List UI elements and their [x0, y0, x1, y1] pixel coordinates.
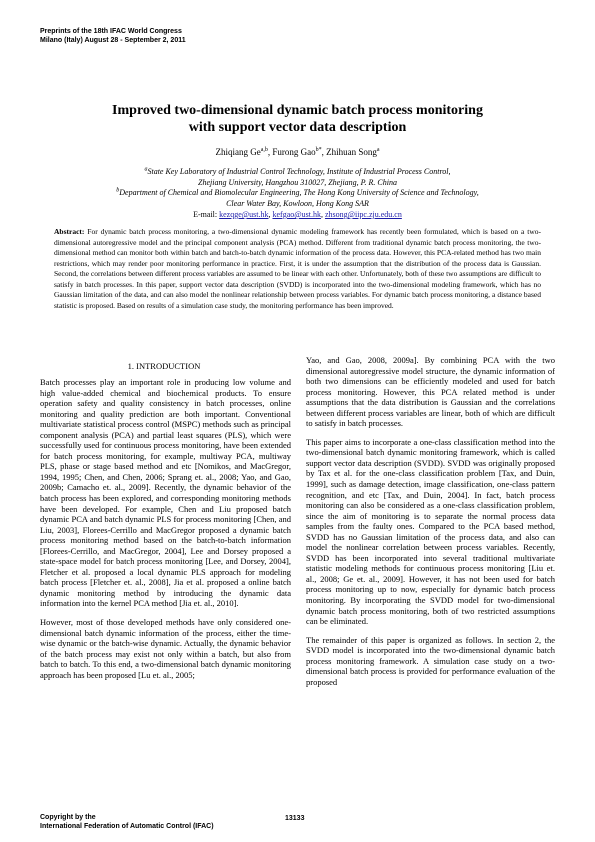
abstract-label: Abstract: [54, 227, 85, 236]
author-list [40, 147, 555, 157]
left-column [40, 377, 291, 688]
email-sep: , [320, 210, 325, 219]
intro-paragraph-2: However, most of those developed methods have only considered one-dimensional batch dynamic information of the process, either the time-wise dynamic or the batch-wise dynamic. Actually, the dynamic behavior of the batch process may exist not only within a batch, but also from batch to batch. To this end, a two-dimensional batch dynamic monitoring approach has been proposed [Lu et. al., 2005; [40, 617, 291, 680]
author-2-affil: b* [315, 147, 322, 153]
author-sep: , [267, 147, 273, 157]
conference-location-date: Milano (Italy) August 28 - September 2, 2011 [40, 37, 186, 44]
abstract-text: For dynamic batch process monitoring, a two-dimensional dynamic modeling framework has recently been formulated, which is based on a two-dimensional autoregressive model and the principal component analysis (PCA) method. Different from traditional dynamic batch process monitoring, the two-dimensional method can monitor both within batch and batch-to-batch dynamic information of the process data. However, this PCA-related method has two main restrictions, which may render poor monitoring performance in practice. First, it is under the assumption that the distribution of the process data is Gaussian. Second, the correlations between different process variables are assumed to be linear with each other. Unfortunately, both of these two assumptions are difficult to satisfy in batch processes. In this paper, support vector data description (SVDD) is incorporated into the two-dimensional modeling framework, which has no Gaussian limitation of the data, and can also model the nonlinear relationship between process variables. For dynamic batch process monitoring, a distance based statistic is proposed. Based on results of a simulation case study, the monitoring performance has been improved. [54, 227, 541, 310]
author-sep: , [321, 147, 327, 157]
affiliation-a-line-2: Zhejiang University, Hangzhou 310027, Zhejiang, P. R. China [198, 177, 397, 187]
copyright-line-1: Copyright by the [40, 814, 96, 821]
email-link-1[interactable]: kezqge@ust.hk [219, 210, 269, 219]
affiliation-b-line-1 [40, 188, 555, 199]
title-line-1: Improved two-dimensional dynamic batch process monitoring [112, 103, 483, 118]
copyright-notice [40, 813, 214, 831]
page-number: 13133 [285, 815, 305, 822]
paper-title [40, 102, 555, 136]
author-2: Furong Gao [272, 147, 316, 157]
author-emails [40, 210, 555, 219]
affiliation-b-mark: b [116, 187, 120, 194]
affiliations [40, 167, 555, 209]
affiliation-a-text: State Key Laboratory of Industrial Control Technology, Institute of Industrial Process Control, [147, 167, 451, 176]
author-3: Zhihuan Song [326, 147, 377, 157]
page-header [40, 27, 186, 45]
author-1-affil: a,b [260, 147, 268, 153]
right-column [306, 355, 555, 695]
conference-name: Preprints of the 18th IFAC World Congress [40, 28, 182, 35]
title-line-2: with support vector data description [188, 120, 407, 135]
affiliation-a-line-1 [40, 167, 555, 178]
intro-paragraph-3: Yao, and Gao, 2008, 2009a]. By combining PCA with the two dimensional autoregressive model structure, the dynamic information of both two dimensions can be efficiently modeled and used for batch process monitoring. However, this PCA related method is under assumptions that the data distribution is Gaussian and the correlations between different process variables are linear, both of which are difficult to satisfy in batch processes. [306, 355, 555, 429]
author-1: Zhiqiang Ge [215, 147, 261, 157]
email-link-3[interactable]: zhsong@iipc.zju.edu.cn [324, 210, 402, 219]
intro-paragraph-1: Batch processes play an important role in producing low volume and high value-added chemical and biochemical products. To ensure operation safety and quality consistency in batch processes, online monitoring and quality prediction are both important. Conventional multivariate statistical process control (MSPC) methods such as principal component analysis (PCA) and partial least squares (PLS), which were successfully used for continuous process monitoring, have been extended for batch process monitoring, for example, multiway PCA, multiway PLS, phase or stage based method and etc [Nomikos, and MacGregor, 1994, 1995; Chen, and Chen, 2006; Sprang et. al., 2008; Yao, and Gao, 2009b; Camacho et. al., 2009]. Recently, the dynamic behavior of the batch process has been explored, and corresponding monitoring methods have been developed. For example, Chen and Liu proposed batch dynamic PCA and batch dynamic PLS for process monitoring [Chen, and Liu, 2003], Florees-Cerrillo and MacGregor proposed a dynamic batch process monitoring method based on the batch-to-batch information [Florees-Cerrillo, and MacGregor, 2004], Lee and Dorsey proposed a state-space model for batch process monitoring [Lee, and Dorsey, 2004], Fletcher et al. proposed a local dynamic PLS approach for modeling batch process [Fletcher et. al., 2008], Jia et al. proposed a online batch dynamic monitoring method by introducing the dynamic data information into the kernel PCA method [Jia et. al., 2010]. [40, 377, 291, 609]
email-label: E-mail: [193, 210, 220, 219]
email-link-2[interactable]: kefgao@ust.hk [272, 210, 321, 219]
affiliation-a-mark: a [144, 166, 148, 173]
abstract [54, 227, 541, 311]
author-3-affil: a [376, 147, 380, 153]
email-sep: , [268, 210, 273, 219]
affiliation-b-text: Department of Chemical and Biomolecular Engineering, The Hong Kong University of Science and Technology, [119, 188, 479, 198]
section-heading-introduction: 1. INTRODUCTION [127, 361, 201, 371]
copyright-line-2: International Federation of Automatic Control (IFAC) [40, 823, 214, 830]
intro-paragraph-5: The remainder of this paper is organized as follows. In section 2, the SVDD model is incorporated into the two-dimensional dynamic batch process monitoring framework. A simulation case study on a two-dimensional batch process is provided for performance evaluation of the proposed [306, 634, 555, 687]
affiliation-b-line-2: Clear Water Bay, Kowloon, Hong Kong SAR [226, 198, 369, 208]
intro-paragraph-4: This paper aims to incorporate a one-class classification method into the two-dimensional batch dynamic monitoring framework, which is called support vector data description (SVDD). SVDD was originally proposed by Tax et al. for the one-class classification problem [Tax, and Duin, 1999], such as damage detection, image classification, one-class pattern recognition, and etc [Tax, and Duin, 2004]. In fact, batch process monitoring can also be considered as a one-class classification problem, since the aim of monitoring is to separate the normal process data samples from the faulty ones. Compared to the PCA based method, SVDD has no Gaussian limitation of the process data, and also can model the nonlinear correlation between process variables. Recently, SVDD has been incorporated into several traditional multivariate statistic modeling methods for continuous process monitoring [Liu et. al., 2008; Ge et. al., 2009]. However, it has not been used for batch process monitoring up to now, especially for dynamic batch process monitoring. By incorporating the SVDD model for two-dimensional dynamic batch process monitoring, both of two restricted assumptions can be eliminated. [306, 436, 555, 627]
